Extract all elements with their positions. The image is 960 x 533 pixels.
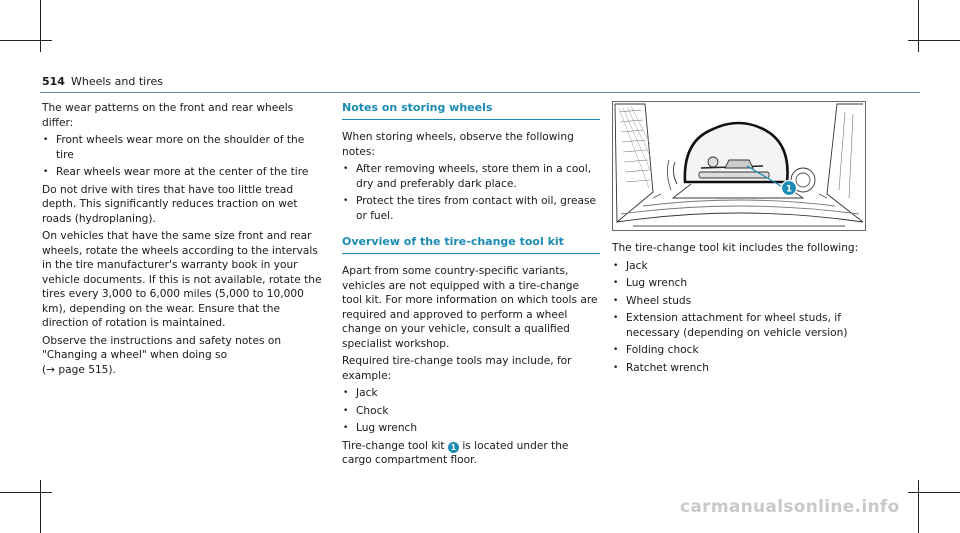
list-item: • Chock <box>343 404 389 417</box>
rotation-paragraph: On vehicles that have the same size front and rear wheels, rotate the wheels according to the intervals in the tire manufacturer's warranty book in your vehicle documents. If this is not available, rotate the tires every 3,000 to 6,000 miles (5,000 to 10,000 km), depending on the wear. Ensure that the direction of rotation is maintained. <box>42 230 322 329</box>
bullet-icon: • <box>613 278 619 288</box>
bullet-icon: • <box>343 405 349 416</box>
heading-rule <box>342 119 600 120</box>
bullet-icon: • <box>613 345 619 355</box>
crop-mark <box>908 492 960 493</box>
wear-intro: The wear patterns on the front and rear wheels differ: <box>42 102 294 129</box>
column-right <box>612 101 892 378</box>
list-item: • After removing wheels, store them in a cool, dry and preferably dark place. <box>343 163 592 190</box>
storing-list <box>342 162 600 223</box>
bullet-icon: • <box>613 362 619 373</box>
crop-mark <box>918 0 919 52</box>
list-item: • Rear wheels wear more at the center of the tire <box>43 166 309 178</box>
column-left <box>42 101 322 380</box>
heading-rule <box>342 253 600 254</box>
list-item: • Extension attachment for wheel studs, if necessary (depending on vehicle version) <box>613 312 848 339</box>
list-item: • Wheel studs <box>613 294 692 307</box>
crop-mark <box>918 480 919 533</box>
bullet-icon: • <box>613 260 619 271</box>
bullet-icon: • <box>613 295 619 306</box>
callout-badge-icon: 1 <box>448 442 459 453</box>
watermark: carmanualsonline.info <box>680 497 900 517</box>
figure-callout-label: 1 <box>785 184 793 195</box>
page-number: 514 <box>42 75 65 88</box>
list-item: • Lug wrench <box>343 422 418 434</box>
crop-mark <box>40 480 41 533</box>
bullet-icon: • <box>343 196 349 206</box>
bullet-icon: • <box>343 423 349 433</box>
kit-required-paragraph: Required tire-change tools may include, for example: <box>342 355 572 382</box>
list-item: • Folding chock <box>613 344 699 356</box>
tread-paragraph: Do not drive with tires that have too little tread depth. This significantly reduces traction on wet roads (hydroplaning). <box>42 183 298 225</box>
crop-mark <box>40 0 41 52</box>
list-item: • Jack <box>343 387 378 399</box>
kit-location-paragraph: Tire-change tool kit 1 is located under the cargo compartment floor. <box>342 439 569 466</box>
header-rule <box>40 92 920 93</box>
bullet-icon: • <box>43 167 49 177</box>
bullet-icon: • <box>43 135 49 145</box>
storing-intro: When storing wheels, observe the following notes: <box>342 131 574 158</box>
kit-paragraph: Apart from some country-specific variants, vehicles are not equipped with a tire-change tool kit. For more information on which tools are required and approved to perform a wheel change on your vehicle, consult a qualified specialist workshop. <box>342 265 598 350</box>
column-middle <box>342 101 600 471</box>
bullet-icon: • <box>343 164 349 174</box>
page-reference-link[interactable]: (→ page 515). <box>42 363 116 376</box>
bullet-icon: • <box>343 388 349 398</box>
wear-list <box>42 133 322 180</box>
crop-mark <box>0 40 52 41</box>
kit-required-list <box>342 386 600 436</box>
heading-tool-kit-overview: Overview of the tire-change tool kit <box>342 235 564 248</box>
section-title: Wheels and tires <box>70 75 163 88</box>
tool-kit-figure <box>612 101 866 231</box>
observe-paragraph: Observe the instructions and safety notes on "Changing a wheel" when doing so (→ page 515). <box>42 334 282 376</box>
list-item: • Lug wrench <box>613 277 688 289</box>
list-item: • Protect the tires from contact with oil, grease or fuel. <box>343 195 597 222</box>
running-header <box>42 75 163 90</box>
heading-storing-wheels: Notes on storing wheels <box>342 101 493 114</box>
crop-mark <box>908 40 960 41</box>
list-item: • Front wheels wear more on the shoulder of the tire <box>43 134 305 161</box>
bullet-icon: • <box>613 313 619 323</box>
list-item: • Ratchet wrench <box>613 361 709 374</box>
kit-includes-intro: The tire-change tool kit includes the following: <box>612 242 859 254</box>
kit-includes-list <box>612 259 892 376</box>
list-item: • Jack <box>613 259 648 272</box>
cargo-compartment-illustration <box>613 102 865 230</box>
crop-mark <box>0 492 52 493</box>
